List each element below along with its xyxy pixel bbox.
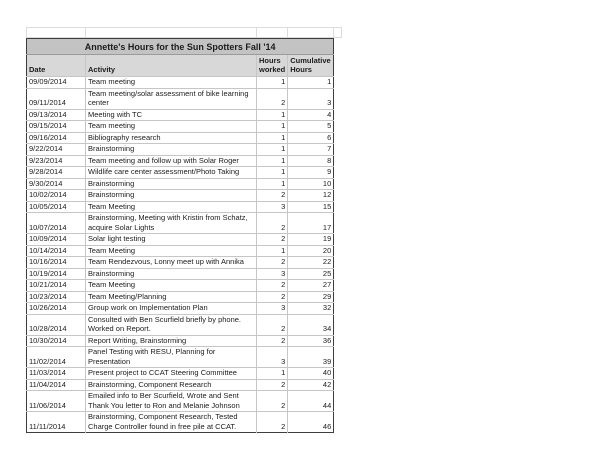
cell-date: 09/15/2014: [27, 121, 86, 133]
table-row: [27, 335, 334, 347]
table-row: [27, 291, 334, 303]
table-row: [27, 77, 334, 89]
cell-cumulative-hours: 5: [288, 121, 334, 133]
cell-activity: Solar light testing: [86, 234, 257, 246]
table-row: [27, 368, 334, 380]
cell-activity: Brainstorming: [86, 190, 257, 202]
cell-hours-worked: 1: [257, 121, 288, 133]
cell-date: 9/28/2014: [27, 167, 86, 179]
cell-date: 9/23/2014: [27, 155, 86, 167]
cell-hours-worked: 1: [257, 77, 288, 89]
cell-activity: Team Meeting: [86, 245, 257, 257]
hours-table: [26, 38, 334, 433]
table-row: [27, 190, 334, 202]
cell-hours-worked: 1: [257, 109, 288, 121]
table-row: [27, 379, 334, 391]
table-row: [27, 213, 334, 234]
cell-date: 10/28/2014: [27, 314, 86, 335]
cell-date: 10/16/2014: [27, 257, 86, 269]
cell-cumulative-hours: 27: [288, 280, 334, 292]
cell-date: 11/06/2014: [27, 391, 86, 412]
cell-date: 09/16/2014: [27, 132, 86, 144]
cell-cumulative-hours: 22: [288, 257, 334, 269]
table-row: [27, 412, 334, 433]
cell-date: 10/02/2014: [27, 190, 86, 202]
cell-cumulative-hours: 10: [288, 178, 334, 190]
empty-cell: [86, 28, 257, 38]
column-header-hours-worked: Hours worked: [257, 55, 288, 77]
cell-hours-worked: 2: [257, 314, 288, 335]
cell-hours-worked: 1: [257, 144, 288, 156]
empty-spreadsheet-row: [26, 27, 342, 38]
table-row: [27, 144, 334, 156]
cell-activity: Team Meeting/Planning: [86, 291, 257, 303]
cell-cumulative-hours: 15: [288, 201, 334, 213]
cell-hours-worked: 1: [257, 245, 288, 257]
table-body: [27, 77, 334, 433]
cell-date: 9/30/2014: [27, 178, 86, 190]
cell-cumulative-hours: 9: [288, 167, 334, 179]
cell-activity: Brainstorming: [86, 178, 257, 190]
cell-activity: Team meeting and follow up with Solar Roger: [86, 155, 257, 167]
cell-activity: Team Rendezvous, Lonny meet up with Annika: [86, 257, 257, 269]
cell-activity: Brainstorming, Component Research, Tested Charge Controller found in free pile at CCAT.: [86, 412, 257, 433]
table-title: Annette's Hours for the Sun Spotters Fall '14: [27, 39, 334, 55]
cell-cumulative-hours: 3: [288, 88, 334, 109]
table-row: [27, 178, 334, 190]
cell-activity: Team meeting: [86, 121, 257, 133]
cell-activity: Bibliography research: [86, 132, 257, 144]
cell-hours-worked: 1: [257, 368, 288, 380]
cell-cumulative-hours: 25: [288, 268, 334, 280]
cell-hours-worked: 2: [257, 379, 288, 391]
cell-hours-worked: 1: [257, 178, 288, 190]
cell-date: 10/23/2014: [27, 291, 86, 303]
cell-hours-worked: 2: [257, 257, 288, 269]
table-row: [27, 257, 334, 269]
cell-activity: Team Meeting: [86, 201, 257, 213]
cell-hours-worked: 2: [257, 412, 288, 433]
cell-activity: Team meeting: [86, 77, 257, 89]
cell-hours-worked: 2: [257, 190, 288, 202]
cell-hours-worked: 2: [257, 213, 288, 234]
cell-cumulative-hours: 44: [288, 391, 334, 412]
table-row: [27, 88, 334, 109]
table-row: [27, 391, 334, 412]
cell-hours-worked: 2: [257, 335, 288, 347]
cell-cumulative-hours: 8: [288, 155, 334, 167]
cell-activity: Report Writing, Brainstorming: [86, 335, 257, 347]
cell-activity: Panel Testing with RESU, Planning for Presentation: [86, 347, 257, 368]
cell-cumulative-hours: 32: [288, 303, 334, 315]
cell-activity: Brainstorming: [86, 268, 257, 280]
table-row: [27, 347, 334, 368]
cell-cumulative-hours: 39: [288, 347, 334, 368]
cell-hours-worked: 3: [257, 201, 288, 213]
column-header-date: Date: [27, 55, 86, 77]
cell-hours-worked: 1: [257, 132, 288, 144]
cell-hours-worked: 3: [257, 303, 288, 315]
cell-cumulative-hours: 1: [288, 77, 334, 89]
cell-date: 10/26/2014: [27, 303, 86, 315]
cell-date: 11/11/2014: [27, 412, 86, 433]
cell-cumulative-hours: 29: [288, 291, 334, 303]
table-row: [27, 303, 334, 315]
cell-date: 10/30/2014: [27, 335, 86, 347]
cell-date: 11/03/2014: [27, 368, 86, 380]
cell-hours-worked: 2: [257, 391, 288, 412]
cell-hours-worked: 3: [257, 347, 288, 368]
cell-hours-worked: 2: [257, 88, 288, 109]
table-row: [27, 201, 334, 213]
cell-cumulative-hours: 17: [288, 213, 334, 234]
cell-date: 10/21/2014: [27, 280, 86, 292]
cell-hours-worked: 1: [257, 167, 288, 179]
empty-cell: [27, 28, 86, 38]
cell-activity: Brainstorming: [86, 144, 257, 156]
table-row: [27, 109, 334, 121]
cell-cumulative-hours: 46: [288, 412, 334, 433]
cell-date: 11/04/2014: [27, 379, 86, 391]
cell-date: 10/14/2014: [27, 245, 86, 257]
cell-date: 9/22/2014: [27, 144, 86, 156]
cell-activity: Brainstorming, Component Research: [86, 379, 257, 391]
cell-cumulative-hours: 4: [288, 109, 334, 121]
cell-activity: Emailed info to Ber Scurfield, Wrote and Sent Thank You letter to Ron and Melanie Johnson: [86, 391, 257, 412]
table-row: [27, 268, 334, 280]
cell-date: 10/09/2014: [27, 234, 86, 246]
cell-cumulative-hours: 20: [288, 245, 334, 257]
cell-activity: Team meeting/solar assessment of bike learning center: [86, 88, 257, 109]
cell-cumulative-hours: 34: [288, 314, 334, 335]
cell-cumulative-hours: 12: [288, 190, 334, 202]
cell-activity: Brainstorming, Meeting with Kristin from Schatz, acquire Solar Lights: [86, 213, 257, 234]
cell-cumulative-hours: 6: [288, 132, 334, 144]
cell-cumulative-hours: 42: [288, 379, 334, 391]
cell-date: 10/07/2014: [27, 213, 86, 234]
cell-date: 10/19/2014: [27, 268, 86, 280]
cell-activity: Group work on Implementation Plan: [86, 303, 257, 315]
title-row: [27, 39, 334, 55]
cell-date: 09/09/2014: [27, 77, 86, 89]
cell-date: 11/02/2014: [27, 347, 86, 368]
table-row: [27, 234, 334, 246]
table-row: [27, 132, 334, 144]
table-row: [27, 121, 334, 133]
cell-activity: Present project to CCAT Steering Committee: [86, 368, 257, 380]
table-row: [27, 155, 334, 167]
table-row: [27, 245, 334, 257]
cell-hours-worked: 3: [257, 268, 288, 280]
table-row: [27, 167, 334, 179]
spreadsheet-view: [26, 27, 342, 433]
cell-cumulative-hours: 19: [288, 234, 334, 246]
column-header-cumulative-hours: Cumulative Hours: [288, 55, 334, 77]
cell-hours-worked: 1: [257, 155, 288, 167]
cell-hours-worked: 2: [257, 234, 288, 246]
cell-activity: Meeting with TC: [86, 109, 257, 121]
cell-cumulative-hours: 36: [288, 335, 334, 347]
cell-activity: Wildlife care center assessment/Photo Taking: [86, 167, 257, 179]
table-row: [27, 280, 334, 292]
empty-cell: [288, 28, 334, 38]
cell-activity: Team Meeting: [86, 280, 257, 292]
cell-date: 10/05/2014: [27, 201, 86, 213]
table-row: [27, 314, 334, 335]
empty-cell: [257, 28, 288, 38]
cell-cumulative-hours: 40: [288, 368, 334, 380]
column-header-activity: Activity: [86, 55, 257, 77]
cell-hours-worked: 2: [257, 291, 288, 303]
header-row: [27, 55, 334, 77]
cell-date: 09/11/2014: [27, 88, 86, 109]
cell-cumulative-hours: 7: [288, 144, 334, 156]
cell-date: 09/13/2014: [27, 109, 86, 121]
empty-cell: [334, 28, 342, 38]
cell-activity: Consulted with Ben Scurfield briefly by phone. Worked on Report.: [86, 314, 257, 335]
cell-hours-worked: 2: [257, 280, 288, 292]
